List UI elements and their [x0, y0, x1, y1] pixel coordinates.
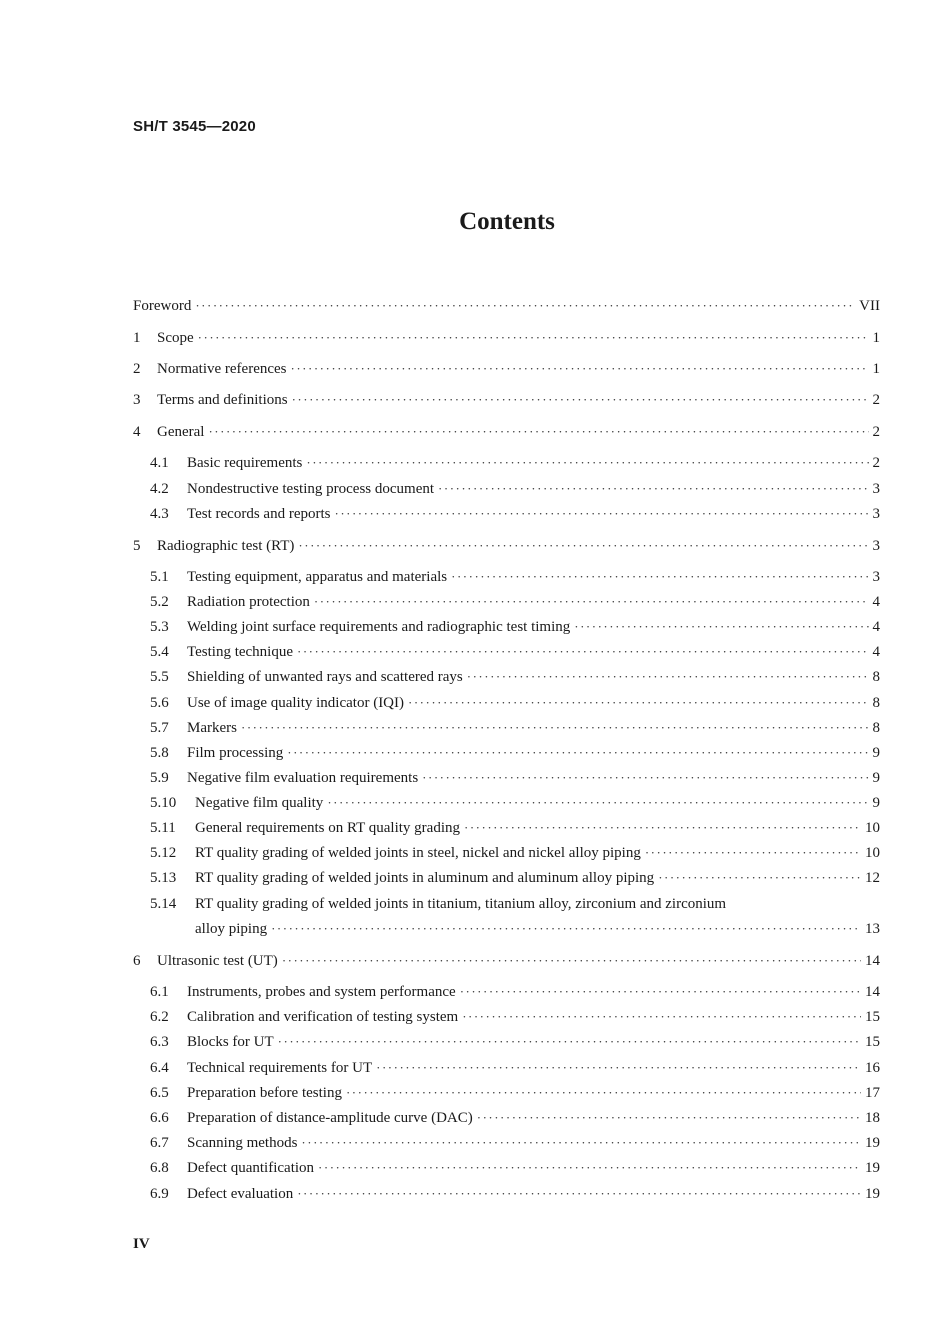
toc-entry-title: RT quality grading of welded joints in titanium, titanium alloy, zirconium and zirconium: [195, 896, 727, 912]
toc-entry-number: 5.3: [150, 619, 169, 635]
toc-entry-number: 6.9: [150, 1186, 169, 1202]
toc-entry-page: 3: [872, 538, 880, 554]
toc-entry-number: 6.3: [150, 1034, 169, 1050]
dot-leader: [301, 1132, 861, 1154]
toc-entry-title: Radiographic test (RT): [157, 538, 295, 554]
toc-entry-page: 12: [865, 870, 880, 886]
toc-entry-title: General requirements on RT quality grading: [195, 820, 460, 836]
toc-entry-title: Technical requirements for UT: [187, 1060, 373, 1076]
toc-entry-number: 2: [133, 361, 141, 377]
toc-entry[interactable]: [0, 893, 950, 915]
dot-leader: [306, 452, 868, 474]
toc-entry[interactable]: [0, 616, 950, 638]
toc-entry-number: 5.7: [150, 720, 169, 736]
dot-leader: [297, 641, 868, 663]
dot-leader: [318, 1157, 861, 1179]
toc-entry-page: VII: [859, 298, 880, 314]
toc-entry-page: 8: [872, 669, 880, 685]
toc-entry-continuation[interactable]: [0, 918, 950, 940]
toc-entry-title: Defect quantification: [187, 1160, 315, 1176]
toc-entry-number: 5.4: [150, 644, 169, 660]
toc-entry-title: Testing equipment, apparatus and materials: [187, 569, 448, 585]
toc-entry-number: 6.4: [150, 1060, 169, 1076]
toc-entry-page: 3: [872, 481, 880, 497]
toc-entry-number: 5.12: [150, 845, 177, 861]
toc-entry-number: 5.1: [150, 569, 169, 585]
toc-entry-number: 6.2: [150, 1009, 169, 1025]
page-number: IV: [133, 1236, 150, 1252]
toc-entry-title: Welding joint surface requirements and radiographic test timing: [187, 619, 571, 635]
dot-leader: [198, 327, 869, 349]
dot-leader: [658, 867, 861, 889]
toc-entry[interactable]: [0, 1031, 950, 1053]
toc-entry-page: 4: [872, 644, 880, 660]
toc-entry-page: 9: [872, 795, 880, 811]
toc-entry-page: 4: [872, 619, 880, 635]
toc-entry-title: RT quality grading of welded joints in aluminum and aluminum alloy piping: [195, 870, 655, 886]
dot-leader: [241, 717, 869, 739]
dot-leader: [464, 817, 861, 839]
toc-entry-number: 5.11: [150, 820, 176, 836]
toc-entry-number: 6.6: [150, 1110, 169, 1126]
toc-entry-title-continued: alloy piping: [195, 921, 268, 937]
toc-entry[interactable]: [0, 1132, 950, 1154]
toc-entry-title: Preparation of distance-amplitude curve (DAC): [187, 1110, 473, 1126]
toc-entry-title: Radiation protection: [187, 594, 310, 610]
dot-leader: [460, 981, 861, 1003]
toc-entry-number: 4.2: [150, 481, 169, 497]
toc-entry-number: 4.3: [150, 506, 169, 522]
dot-leader: [195, 295, 855, 317]
toc-entry-title: Shielding of unwanted rays and scattered rays: [187, 669, 463, 685]
toc-entry-page: 9: [872, 745, 880, 761]
toc-entry-page: 9: [872, 770, 880, 786]
dot-leader: [462, 1006, 861, 1028]
toc-entry[interactable]: [0, 1057, 950, 1079]
toc-entry-number: 4: [133, 424, 141, 440]
toc-entry[interactable]: [0, 358, 950, 380]
toc-entry[interactable]: [0, 1157, 950, 1179]
dot-leader: [422, 767, 868, 789]
dot-leader: [346, 1082, 861, 1104]
toc-entry-page: 18: [865, 1110, 880, 1126]
toc-entry[interactable]: [0, 421, 950, 443]
toc-entry[interactable]: [0, 867, 950, 889]
page-title: Contents: [459, 208, 555, 235]
toc-entry-page: 1: [872, 361, 880, 377]
toc-entry-title: Ultrasonic test (UT): [157, 953, 278, 969]
toc-entry-title: Use of image quality indicator (IQI): [187, 695, 405, 711]
toc-entry-title: Film processing: [187, 745, 284, 761]
toc-entry-title: Blocks for UT: [187, 1034, 274, 1050]
toc-entry[interactable]: [0, 1183, 950, 1205]
dot-leader: [297, 1183, 861, 1205]
toc-entry-title: Basic requirements: [187, 455, 303, 471]
toc-entry-number: 5.9: [150, 770, 169, 786]
toc-entry[interactable]: [0, 389, 950, 411]
toc-entry[interactable]: [0, 295, 950, 317]
toc-entry-page: 16: [865, 1060, 880, 1076]
toc-entry[interactable]: [0, 452, 950, 474]
toc-entry-page: 19: [865, 1160, 880, 1176]
toc-entry[interactable]: [0, 503, 950, 525]
toc-entry-title: Negative film evaluation requirements: [187, 770, 419, 786]
toc-entry-title: Normative references: [157, 361, 287, 377]
toc-entry-number: 1: [133, 330, 141, 346]
toc-entry-number: 3: [133, 392, 141, 408]
toc-entry-number: 5.8: [150, 745, 169, 761]
toc-entry-page: 13: [865, 921, 880, 937]
toc-entry-number: 5.13: [150, 870, 177, 886]
toc-entry[interactable]: [0, 566, 950, 588]
toc-entry[interactable]: [0, 717, 950, 739]
toc-entry[interactable]: [0, 1006, 950, 1028]
toc-entry-title: Instruments, probes and system performance: [187, 984, 456, 1000]
dot-leader: [298, 535, 868, 557]
dot-leader: [376, 1057, 861, 1079]
toc-entry-page: 15: [865, 1034, 880, 1050]
dot-leader: [467, 666, 869, 688]
toc-entry-title: Scope: [157, 330, 194, 346]
toc-entry-page: 3: [872, 506, 880, 522]
toc-entry-number: 5.14: [150, 896, 177, 912]
toc-entry[interactable]: [0, 692, 950, 714]
standard-code: SH/T 3545—2020: [133, 118, 256, 135]
dot-leader: [574, 616, 868, 638]
dot-leader: [282, 950, 861, 972]
toc-entry-title: Test records and reports: [187, 506, 331, 522]
toc-entry[interactable]: [0, 535, 950, 557]
toc-entry-number: 5.5: [150, 669, 169, 685]
toc-entry[interactable]: [0, 950, 950, 972]
toc-entry[interactable]: [0, 1107, 950, 1129]
toc-entry-page: 4: [872, 594, 880, 610]
toc-entry[interactable]: [0, 792, 950, 814]
dot-leader: [477, 1107, 861, 1129]
toc-entry-number: 4.1: [150, 455, 169, 471]
toc-entry-number: 6.1: [150, 984, 169, 1000]
toc-entry-page: 8: [872, 720, 880, 736]
toc-entry-page: 10: [865, 845, 880, 861]
dot-leader: [292, 389, 869, 411]
dot-leader: [278, 1031, 861, 1053]
toc-entry-page: 14: [865, 984, 880, 1000]
dot-leader: [314, 591, 869, 613]
dot-leader: [271, 918, 861, 940]
dot-leader: [408, 692, 868, 714]
dot-leader: [645, 842, 861, 864]
toc-entry-number: 5.6: [150, 695, 169, 711]
toc-entry[interactable]: [0, 842, 950, 864]
toc-entry-page: 2: [872, 424, 880, 440]
toc-entry[interactable]: [0, 641, 950, 663]
toc-entry-title: Foreword: [133, 298, 192, 314]
dot-leader: [291, 358, 869, 380]
toc-entry-number: 6: [133, 953, 141, 969]
dot-leader: [287, 742, 868, 764]
toc-entry-number: 5: [133, 538, 141, 554]
toc-entry-page: 14: [865, 953, 880, 969]
toc-entry-number: 5.10: [150, 795, 177, 811]
toc-entry-page: 10: [865, 820, 880, 836]
toc-entry-title: Calibration and verification of testing system: [187, 1009, 459, 1025]
toc-entry-page: 19: [865, 1135, 880, 1151]
toc-entry-number: 5.2: [150, 594, 169, 610]
toc-entry-page: 1: [872, 330, 880, 346]
toc-entry-page: 2: [872, 392, 880, 408]
toc-entry[interactable]: [0, 327, 950, 349]
toc-entry[interactable]: [0, 767, 950, 789]
toc-entry-title: Nondestructive testing process document: [187, 481, 435, 497]
toc-entry-page: 19: [865, 1186, 880, 1202]
toc-entry[interactable]: [0, 591, 950, 613]
toc-entry-title: Scanning methods: [187, 1135, 298, 1151]
toc-entry-title: Testing technique: [187, 644, 294, 660]
toc-entry[interactable]: [0, 478, 950, 500]
toc-entry-page: 8: [872, 695, 880, 711]
dot-leader: [334, 503, 868, 525]
toc-entry-title: Defect evaluation: [187, 1186, 294, 1202]
toc-entry-title: General: [157, 424, 205, 440]
toc-entry-page: 15: [865, 1009, 880, 1025]
toc-entry[interactable]: [0, 666, 950, 688]
toc-entry-title: Markers: [187, 720, 237, 736]
toc-entry-title: RT quality grading of welded joints in steel, nickel and nickel alloy piping: [195, 845, 641, 861]
toc-entry-number: 6.8: [150, 1160, 169, 1176]
toc-entry[interactable]: [0, 1082, 950, 1104]
toc-entry-number: 6.7: [150, 1135, 169, 1151]
toc-entry-number: 6.5: [150, 1085, 169, 1101]
toc-entry-title: Preparation before testing: [187, 1085, 342, 1101]
toc-entry-page: 17: [865, 1085, 880, 1101]
dot-leader: [208, 421, 868, 443]
toc-entry-title: Terms and definitions: [157, 392, 288, 408]
dot-leader: [438, 478, 868, 500]
toc-entry-title: Negative film quality: [195, 795, 324, 811]
toc-entry-page: 3: [872, 569, 880, 585]
toc-entry[interactable]: [0, 817, 950, 839]
toc-entry[interactable]: [0, 742, 950, 764]
toc-entry-page: 2: [872, 455, 880, 471]
dot-leader: [451, 566, 868, 588]
toc-entry[interactable]: [0, 981, 950, 1003]
dot-leader: [327, 792, 868, 814]
